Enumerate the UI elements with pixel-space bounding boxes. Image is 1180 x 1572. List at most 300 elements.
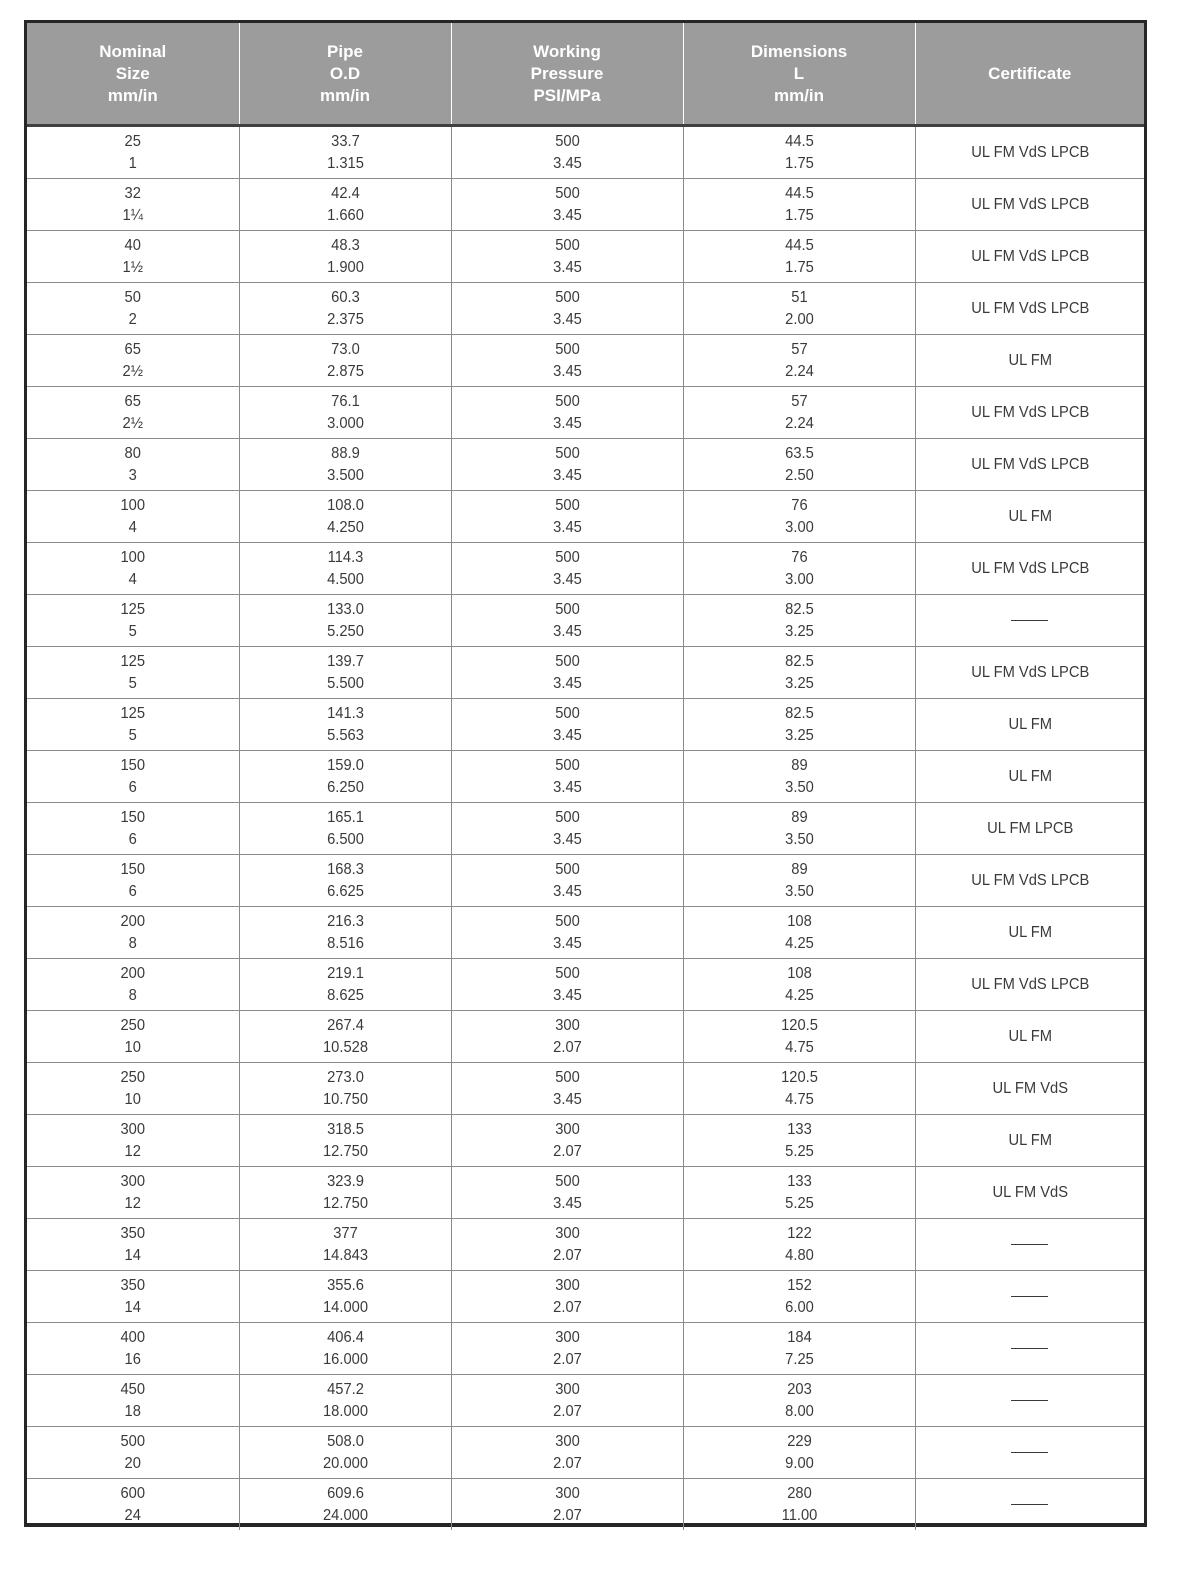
value-in: 5 bbox=[128, 622, 137, 640]
cell-working-pressure bbox=[451, 751, 683, 803]
header-line: O.D bbox=[329, 63, 361, 83]
value-mm: 500 bbox=[554, 860, 580, 878]
cell-dimensions bbox=[683, 1167, 915, 1219]
cell-pipe-od bbox=[239, 543, 451, 595]
cell-working-pressure bbox=[451, 1271, 683, 1323]
value-in: 18 bbox=[124, 1402, 141, 1420]
value-in: 6.250 bbox=[326, 778, 364, 796]
table-row bbox=[27, 491, 1144, 543]
cell-pipe-od bbox=[239, 1167, 451, 1219]
cell-dimensions bbox=[683, 1375, 915, 1427]
value-mm: 323.9 bbox=[326, 1172, 364, 1190]
value-in: 3.45 bbox=[552, 518, 582, 536]
cell-working-pressure bbox=[451, 699, 683, 751]
value-in: 4.250 bbox=[326, 518, 364, 536]
value-in: 3.25 bbox=[784, 726, 814, 744]
cell-certificate bbox=[915, 491, 1144, 543]
cell-certificate bbox=[915, 1219, 1144, 1271]
cell-nominal-size bbox=[27, 1063, 239, 1115]
value-in: 4 bbox=[128, 570, 137, 588]
value-in: 3.00 bbox=[784, 570, 814, 588]
value-in: 1.315 bbox=[326, 154, 364, 172]
header-dimensions bbox=[683, 23, 915, 126]
value-mm: 318.5 bbox=[326, 1120, 364, 1138]
cell-nominal-size bbox=[27, 803, 239, 855]
header-row bbox=[27, 23, 1144, 126]
cell-certificate bbox=[915, 855, 1144, 907]
value-mm: 500 bbox=[554, 808, 580, 826]
value-mm: 600 bbox=[120, 1484, 146, 1502]
value-in: 3.45 bbox=[552, 362, 582, 380]
value-mm: 300 bbox=[120, 1172, 146, 1190]
cell-certificate bbox=[915, 387, 1144, 439]
header-line: Certificate bbox=[988, 63, 1072, 83]
cell-pipe-od bbox=[239, 699, 451, 751]
value-in: 1.660 bbox=[326, 206, 364, 224]
table-row bbox=[27, 699, 1144, 751]
cell-nominal-size bbox=[27, 1323, 239, 1375]
value-in: 4.75 bbox=[784, 1090, 814, 1108]
value-mm: 500 bbox=[120, 1432, 146, 1450]
value-mm: 82.5 bbox=[784, 704, 814, 722]
value-in: 10.528 bbox=[322, 1038, 368, 1056]
table-row bbox=[27, 543, 1144, 595]
value-mm: 133.0 bbox=[326, 600, 364, 618]
value-in: 14.843 bbox=[322, 1246, 368, 1264]
value-mm: 250 bbox=[120, 1016, 146, 1034]
certificate-text: UL FM VdS bbox=[991, 1079, 1068, 1097]
table-row bbox=[27, 1427, 1144, 1479]
value-in: 3.45 bbox=[552, 726, 582, 744]
value-mm: 89 bbox=[790, 860, 808, 878]
value-in: 1½ bbox=[122, 258, 143, 276]
cell-working-pressure bbox=[451, 1479, 683, 1531]
cell-nominal-size bbox=[27, 1115, 239, 1167]
cell-nominal-size bbox=[27, 907, 239, 959]
certificate-text: UL FM VdS LPCB bbox=[970, 871, 1089, 889]
cell-dimensions bbox=[683, 1115, 915, 1167]
value-mm: 500 bbox=[554, 1172, 580, 1190]
value-mm: 89 bbox=[790, 808, 808, 826]
value-mm: 57 bbox=[790, 340, 808, 358]
value-mm: 108 bbox=[786, 912, 812, 930]
cell-certificate bbox=[915, 1323, 1144, 1375]
value-in: 2½ bbox=[122, 414, 143, 432]
cell-certificate bbox=[915, 1427, 1144, 1479]
value-in: 9.00 bbox=[784, 1454, 814, 1472]
value-in: 3.45 bbox=[552, 258, 582, 276]
value-in: 3.500 bbox=[326, 466, 364, 484]
value-mm: 114.3 bbox=[327, 548, 363, 566]
value-mm: 508.0 bbox=[326, 1432, 364, 1450]
value-mm: 44.5 bbox=[784, 184, 814, 202]
cell-certificate bbox=[915, 1167, 1144, 1219]
header-line: PSI/MPa bbox=[533, 85, 601, 105]
cell-certificate bbox=[915, 283, 1144, 335]
value-mm: 219.1 bbox=[326, 964, 364, 982]
value-in: 3.50 bbox=[784, 830, 814, 848]
value-mm: 300 bbox=[554, 1276, 580, 1294]
header-certificate bbox=[915, 23, 1144, 126]
cell-dimensions bbox=[683, 803, 915, 855]
table-row bbox=[27, 907, 1144, 959]
value-in: 5.25 bbox=[784, 1194, 814, 1212]
value-in: 3.00 bbox=[784, 518, 814, 536]
cell-dimensions bbox=[683, 231, 915, 283]
cell-nominal-size bbox=[27, 699, 239, 751]
value-mm: 108.0 bbox=[326, 496, 364, 514]
value-in: 2.375 bbox=[326, 310, 364, 328]
value-mm: 133 bbox=[786, 1120, 812, 1138]
value-in: 8.625 bbox=[326, 986, 364, 1004]
value-in: 20.000 bbox=[322, 1454, 368, 1472]
value-in: 3.25 bbox=[784, 674, 814, 692]
value-mm: 82.5 bbox=[784, 652, 814, 670]
value-mm: 100 bbox=[120, 496, 146, 514]
cell-nominal-size bbox=[27, 439, 239, 491]
no-certificate-dash bbox=[1011, 1296, 1048, 1297]
value-in: 2.24 bbox=[784, 414, 814, 432]
cell-pipe-od bbox=[239, 335, 451, 387]
value-in: 2 bbox=[128, 310, 137, 328]
cell-dimensions bbox=[683, 855, 915, 907]
value-mm: 500 bbox=[554, 1068, 580, 1086]
cell-nominal-size bbox=[27, 1375, 239, 1427]
table-row bbox=[27, 387, 1144, 439]
value-mm: 159.0 bbox=[326, 756, 364, 774]
value-mm: 300 bbox=[554, 1224, 580, 1242]
cell-certificate bbox=[915, 179, 1144, 231]
cell-nominal-size bbox=[27, 335, 239, 387]
cell-nominal-size bbox=[27, 595, 239, 647]
cell-nominal-size bbox=[27, 231, 239, 283]
cell-pipe-od bbox=[239, 1323, 451, 1375]
certificate-text: UL FM VdS LPCB bbox=[970, 455, 1089, 473]
cell-working-pressure bbox=[451, 1063, 683, 1115]
table-row bbox=[27, 1323, 1144, 1375]
cell-working-pressure bbox=[451, 959, 683, 1011]
value-in: 8 bbox=[128, 986, 137, 1004]
value-mm: 76 bbox=[790, 496, 808, 514]
value-mm: 120.5 bbox=[780, 1016, 818, 1034]
table-row bbox=[27, 959, 1144, 1011]
value-mm: 44.5 bbox=[784, 132, 814, 150]
value-mm: 108 bbox=[786, 964, 812, 982]
value-mm: 280 bbox=[786, 1484, 812, 1502]
no-certificate-dash bbox=[1011, 620, 1048, 621]
value-in: 6.00 bbox=[784, 1298, 814, 1316]
cell-certificate bbox=[915, 1375, 1144, 1427]
value-mm: 76.1 bbox=[330, 392, 360, 410]
value-mm: 500 bbox=[554, 756, 580, 774]
cell-working-pressure bbox=[451, 1427, 683, 1479]
value-mm: 377 bbox=[332, 1224, 358, 1242]
cell-working-pressure bbox=[451, 1375, 683, 1427]
value-in: 5.25 bbox=[784, 1142, 814, 1160]
header-pipe-od bbox=[239, 23, 451, 126]
value-in: 2.07 bbox=[552, 1298, 582, 1316]
value-in: 4.500 bbox=[326, 570, 364, 588]
header-nominal-size bbox=[27, 23, 239, 126]
certificate-text: UL FM VdS LPCB bbox=[970, 247, 1089, 265]
value-in: 7.25 bbox=[784, 1350, 814, 1368]
table-row bbox=[27, 283, 1144, 335]
value-in: 3.45 bbox=[552, 154, 582, 172]
value-in: 2.07 bbox=[552, 1402, 582, 1420]
cell-working-pressure bbox=[451, 647, 683, 699]
cell-pipe-od bbox=[239, 1479, 451, 1531]
value-mm: 300 bbox=[554, 1484, 580, 1502]
value-in: 3.45 bbox=[552, 310, 582, 328]
cell-dimensions bbox=[683, 1063, 915, 1115]
cell-dimensions bbox=[683, 543, 915, 595]
cell-pipe-od bbox=[239, 907, 451, 959]
value-in: 12 bbox=[124, 1142, 141, 1160]
value-mm: 250 bbox=[120, 1068, 146, 1086]
table-row bbox=[27, 1167, 1144, 1219]
value-in: 16 bbox=[124, 1350, 141, 1368]
cell-nominal-size bbox=[27, 959, 239, 1011]
cell-working-pressure bbox=[451, 1219, 683, 1271]
header-line: Working bbox=[533, 41, 601, 61]
value-in: 5.250 bbox=[326, 622, 364, 640]
value-mm: 65 bbox=[124, 392, 141, 410]
cell-certificate bbox=[915, 1115, 1144, 1167]
value-mm: 120.5 bbox=[780, 1068, 818, 1086]
value-mm: 500 bbox=[554, 444, 580, 462]
cell-dimensions bbox=[683, 335, 915, 387]
cell-nominal-size bbox=[27, 1219, 239, 1271]
cell-dimensions bbox=[683, 491, 915, 543]
value-in: 4.80 bbox=[784, 1246, 814, 1264]
value-in: 2.24 bbox=[784, 362, 814, 380]
value-in: 4.75 bbox=[784, 1038, 814, 1056]
value-in: 3.45 bbox=[552, 882, 582, 900]
value-in: 6 bbox=[128, 830, 137, 848]
value-in: 24 bbox=[124, 1506, 141, 1524]
cell-dimensions bbox=[683, 647, 915, 699]
cell-nominal-size bbox=[27, 647, 239, 699]
cell-pipe-od bbox=[239, 1115, 451, 1167]
value-mm: 40 bbox=[124, 236, 141, 254]
value-in: 1 bbox=[128, 154, 137, 172]
value-in: 18.000 bbox=[322, 1402, 368, 1420]
value-in: 6.625 bbox=[326, 882, 364, 900]
cell-working-pressure bbox=[451, 283, 683, 335]
cell-dimensions bbox=[683, 1427, 915, 1479]
value-mm: 273.0 bbox=[326, 1068, 364, 1086]
value-mm: 122 bbox=[786, 1224, 812, 1242]
value-mm: 500 bbox=[554, 600, 580, 618]
value-in: 3.45 bbox=[552, 778, 582, 796]
value-mm: 50 bbox=[124, 288, 141, 306]
table-row bbox=[27, 1271, 1144, 1323]
cell-pipe-od bbox=[239, 803, 451, 855]
cell-certificate bbox=[915, 699, 1144, 751]
certificate-text: UL FM VdS LPCB bbox=[970, 403, 1089, 421]
cell-working-pressure bbox=[451, 907, 683, 959]
value-in: 12.750 bbox=[322, 1194, 368, 1212]
cell-dimensions bbox=[683, 959, 915, 1011]
table-row bbox=[27, 179, 1144, 231]
value-in: 3.45 bbox=[552, 986, 582, 1004]
table-row bbox=[27, 595, 1144, 647]
value-in: 6 bbox=[128, 778, 137, 796]
cell-nominal-size bbox=[27, 1427, 239, 1479]
value-in: 2.07 bbox=[552, 1038, 582, 1056]
table-row bbox=[27, 1479, 1144, 1531]
table-row bbox=[27, 1011, 1144, 1063]
spec-table bbox=[27, 23, 1144, 1530]
cell-working-pressure bbox=[451, 855, 683, 907]
header-line: Dimensions bbox=[750, 41, 848, 61]
value-mm: 139.7 bbox=[326, 652, 364, 670]
cell-pipe-od bbox=[239, 595, 451, 647]
header-line: mm/in bbox=[773, 85, 825, 105]
table-row bbox=[27, 855, 1144, 907]
table-row bbox=[27, 335, 1144, 387]
value-mm: 450 bbox=[120, 1380, 146, 1398]
value-mm: 500 bbox=[554, 704, 580, 722]
value-in: 8.00 bbox=[784, 1402, 814, 1420]
cell-working-pressure bbox=[451, 179, 683, 231]
header-line: Size bbox=[115, 63, 150, 83]
table-row bbox=[27, 1115, 1144, 1167]
cell-certificate bbox=[915, 1271, 1144, 1323]
cell-working-pressure bbox=[451, 231, 683, 283]
certificate-text: UL FM bbox=[1007, 351, 1052, 369]
value-in: 24.000 bbox=[322, 1506, 368, 1524]
value-mm: 609.6 bbox=[326, 1484, 364, 1502]
value-in: 3.50 bbox=[784, 882, 814, 900]
cell-pipe-od bbox=[239, 1271, 451, 1323]
cell-pipe-od bbox=[239, 855, 451, 907]
value-in: 2.07 bbox=[552, 1454, 582, 1472]
cell-pipe-od bbox=[239, 959, 451, 1011]
value-in: 4.25 bbox=[784, 986, 814, 1004]
header-working-pressure bbox=[451, 23, 683, 126]
value-mm: 350 bbox=[120, 1276, 146, 1294]
cell-nominal-size bbox=[27, 1479, 239, 1531]
cell-dimensions bbox=[683, 907, 915, 959]
value-mm: 300 bbox=[554, 1328, 580, 1346]
value-in: 3.45 bbox=[552, 1090, 582, 1108]
value-in: 3.25 bbox=[784, 622, 814, 640]
header-line: Pipe bbox=[327, 41, 363, 61]
certificate-text: UL FM VdS LPCB bbox=[970, 299, 1089, 317]
value-mm: 82.5 bbox=[784, 600, 814, 618]
value-in: 5.500 bbox=[326, 674, 364, 692]
cell-certificate bbox=[915, 335, 1144, 387]
value-mm: 500 bbox=[554, 548, 580, 566]
cell-certificate bbox=[915, 1011, 1144, 1063]
header-line: Pressure bbox=[530, 63, 604, 83]
value-in: 2.07 bbox=[552, 1350, 582, 1368]
header-line: Nominal bbox=[99, 41, 167, 61]
value-mm: 125 bbox=[120, 600, 146, 618]
cell-certificate bbox=[915, 231, 1144, 283]
cell-dimensions bbox=[683, 1479, 915, 1531]
value-in: 3.45 bbox=[552, 934, 582, 952]
cell-dimensions bbox=[683, 1219, 915, 1271]
cell-nominal-size bbox=[27, 751, 239, 803]
value-in: 14 bbox=[124, 1246, 141, 1264]
value-in: 4.25 bbox=[784, 934, 814, 952]
value-mm: 73.0 bbox=[330, 340, 360, 358]
cell-pipe-od bbox=[239, 231, 451, 283]
value-mm: 65 bbox=[124, 340, 141, 358]
table-header bbox=[27, 23, 1144, 126]
cell-pipe-od bbox=[239, 491, 451, 543]
certificate-text: UL FM bbox=[1007, 1131, 1052, 1149]
certificate-text: UL FM bbox=[1007, 715, 1052, 733]
cell-pipe-od bbox=[239, 1375, 451, 1427]
cell-dimensions bbox=[683, 751, 915, 803]
value-mm: 141.3 bbox=[326, 704, 364, 722]
cell-dimensions bbox=[683, 179, 915, 231]
value-mm: 300 bbox=[554, 1120, 580, 1138]
header-line: mm/in bbox=[107, 85, 158, 105]
cell-nominal-size bbox=[27, 491, 239, 543]
cell-nominal-size bbox=[27, 387, 239, 439]
value-in: 10.750 bbox=[322, 1090, 368, 1108]
cell-dimensions bbox=[683, 283, 915, 335]
header-line: mm/in bbox=[319, 85, 371, 105]
value-in: 3.45 bbox=[552, 206, 582, 224]
cell-pipe-od bbox=[239, 283, 451, 335]
value-in: 3.45 bbox=[552, 674, 582, 692]
cell-pipe-od bbox=[239, 126, 451, 179]
value-mm: 89 bbox=[790, 756, 808, 774]
value-in: 3.45 bbox=[552, 414, 582, 432]
value-mm: 457.2 bbox=[326, 1380, 364, 1398]
certificate-text: UL FM VdS LPCB bbox=[970, 559, 1089, 577]
cell-dimensions bbox=[683, 699, 915, 751]
cell-dimensions bbox=[683, 1323, 915, 1375]
value-mm: 184 bbox=[786, 1328, 812, 1346]
cell-nominal-size bbox=[27, 126, 239, 179]
cell-working-pressure bbox=[451, 1167, 683, 1219]
value-mm: 300 bbox=[554, 1380, 580, 1398]
value-in: 1¼ bbox=[122, 206, 143, 224]
value-mm: 200 bbox=[120, 964, 146, 982]
value-in: 14.000 bbox=[322, 1298, 368, 1316]
spec-table-frame bbox=[24, 20, 1147, 1527]
value-in: 10 bbox=[124, 1090, 141, 1108]
cell-nominal-size bbox=[27, 1011, 239, 1063]
cell-working-pressure bbox=[451, 595, 683, 647]
value-in: 3.45 bbox=[552, 830, 582, 848]
cell-working-pressure bbox=[451, 439, 683, 491]
value-in: 2.07 bbox=[552, 1142, 582, 1160]
value-mm: 500 bbox=[554, 236, 580, 254]
table-row bbox=[27, 1063, 1144, 1115]
cell-pipe-od bbox=[239, 647, 451, 699]
cell-dimensions bbox=[683, 1271, 915, 1323]
no-certificate-dash bbox=[1011, 1348, 1048, 1349]
value-mm: 500 bbox=[554, 964, 580, 982]
value-in: 2½ bbox=[122, 362, 143, 380]
value-in: 5.563 bbox=[326, 726, 364, 744]
value-in: 3.50 bbox=[784, 778, 814, 796]
value-mm: 32 bbox=[124, 184, 141, 202]
cell-dimensions bbox=[683, 387, 915, 439]
value-in: 16.000 bbox=[322, 1350, 368, 1368]
value-mm: 300 bbox=[554, 1432, 580, 1450]
value-mm: 150 bbox=[120, 860, 146, 878]
value-in: 11.00 bbox=[781, 1506, 817, 1524]
certificate-text: UL FM VdS LPCB bbox=[970, 663, 1089, 681]
